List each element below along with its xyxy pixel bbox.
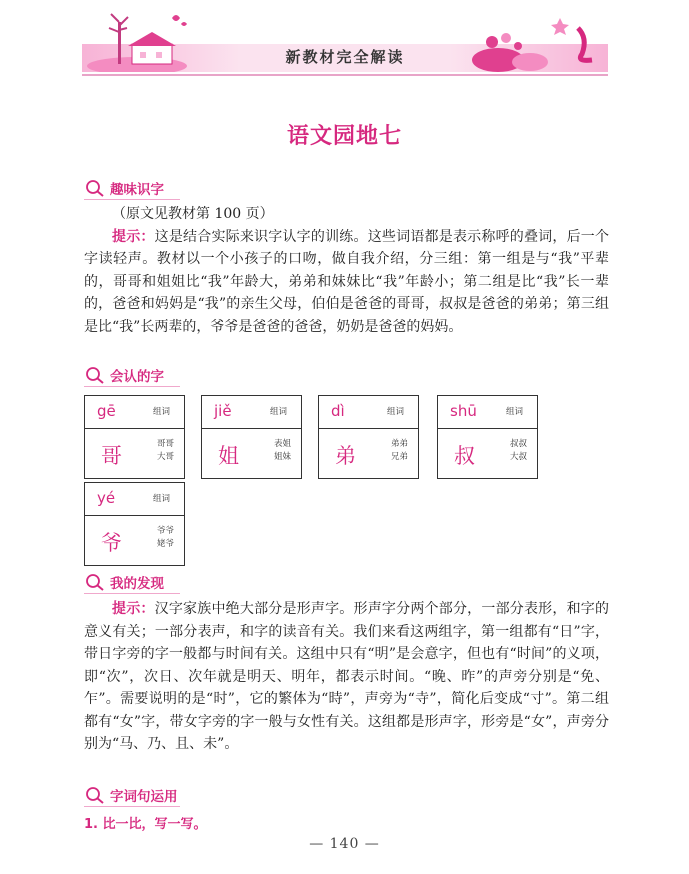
char-card — [84, 395, 185, 479]
card-word: 大哥 — [156, 452, 174, 462]
magnifier-icon — [84, 178, 106, 198]
section-underline — [84, 386, 180, 387]
card-word: 兄弟 — [390, 452, 408, 462]
source-note: （原文见教材第 100 页） — [112, 206, 274, 222]
card-pinyin: shū — [450, 402, 477, 420]
hint-label: 提示： — [112, 228, 155, 245]
card-words — [157, 438, 174, 464]
page-header — [82, 8, 608, 76]
card-word: 叔叔 — [509, 439, 527, 449]
section-heading-fun — [84, 177, 164, 199]
magnifier-icon — [84, 572, 106, 592]
section-heading-recognize — [84, 364, 164, 386]
section-heading-label: 会认的字 — [110, 369, 164, 385]
card-word: 大叔 — [509, 452, 527, 462]
magnifier-icon — [84, 785, 106, 805]
card-zuci-label: 组词 — [152, 407, 170, 417]
header-divider — [82, 74, 608, 76]
card-pinyin: jiě — [214, 402, 232, 420]
card-hanzi: 爷 — [101, 531, 122, 555]
fun-hint — [84, 226, 609, 339]
card-pinyin: gē — [97, 402, 116, 420]
card-pinyin: yé — [97, 489, 116, 507]
section-underline — [84, 593, 180, 594]
card-words — [391, 438, 408, 464]
hint-label: 提示： — [112, 601, 155, 617]
char-card — [201, 395, 302, 479]
card-hanzi: 弟 — [335, 444, 356, 468]
exercise-title: 1. 比一比，写一写。 — [84, 817, 207, 832]
page-number: — 140 — — [309, 836, 380, 852]
header-title: 新教材完全解读 — [285, 48, 405, 66]
card-zuci-label: 组词 — [505, 407, 523, 417]
card-hanzi: 叔 — [454, 444, 475, 468]
page-title: 语文园地七 — [286, 123, 402, 149]
card-word: 姥爷 — [156, 539, 174, 549]
card-zuci-label: 组词 — [386, 407, 404, 417]
card-hanzi: 哥 — [101, 444, 122, 468]
card-word: 爷爷 — [156, 526, 174, 536]
card-word: 弟弟 — [390, 439, 408, 449]
section-underline — [84, 806, 180, 807]
card-word: 哥哥 — [156, 439, 174, 449]
house-tree-decoration-icon — [82, 8, 192, 72]
char-card — [318, 395, 419, 479]
card-word: 表姐 — [273, 439, 291, 449]
section-heading-discovery — [84, 571, 164, 593]
flower-decoration-icon — [468, 8, 608, 72]
hint-text: 汉字家族中绝大部分是形声字。形声字分两个部分，一部分表形，和字的意义有关；一部分表声，和字的读音有关。我们来看这两组字，第一组都有“日”字，带日字旁的字一般都与时间有关。这组中只有“明”是会意字，但也有“时间”的义项，即“次”，次日、次年就是明天、明年，都表示时间。“晚、昨”的声旁分别是“免、乍”。需要说明的是“时”，它的繁体为“時”，声旁为“寺”，简化后变成“寸”。第二组都有“女”字，带女字旁的字一般与女性有关。这组都是形声字，形旁是“女”，声旁分别为“马、乃、且、未”。 — [84, 601, 610, 752]
section-heading-usage — [84, 784, 178, 806]
magnifier-icon — [84, 365, 106, 385]
card-word: 姐妹 — [273, 452, 291, 462]
section-heading-label: 字词句运用 — [110, 789, 178, 805]
fun-paragraph — [84, 203, 609, 338]
char-card — [84, 482, 185, 566]
card-words — [510, 438, 527, 464]
card-zuci-label: 组词 — [269, 407, 287, 417]
card-words — [274, 438, 291, 464]
char-card — [437, 395, 538, 479]
discovery-hint — [84, 598, 609, 756]
section-underline — [84, 199, 180, 200]
card-words — [157, 525, 174, 551]
hint-text: 这是结合实际来识字认字的训练。这些词语都是表示称呼的叠词，后一个字读轻声。教材以一个小孩子的口吻，做自我介绍，分三组：第一组是与“我”平辈的，哥哥和姐姐比“我”年龄大，弟弟和妹妹比“我”年龄小；第二组是比“我”长一辈的，爸爸和妈妈是“我”的亲生父母，伯伯是爸爸的哥哥，叔叔是爸爸的弟弟；第三组是比“我”长两辈的，爷爷是爸爸的爸爸，奶奶是爸爸的妈妈。 — [84, 228, 610, 335]
card-pinyin: dì — [331, 402, 345, 420]
discovery-paragraph — [84, 598, 609, 756]
section-heading-label: 趣味识字 — [110, 182, 164, 198]
card-hanzi: 姐 — [218, 444, 239, 468]
card-zuci-label: 组词 — [152, 494, 170, 504]
section-heading-label: 我的发现 — [110, 576, 164, 592]
